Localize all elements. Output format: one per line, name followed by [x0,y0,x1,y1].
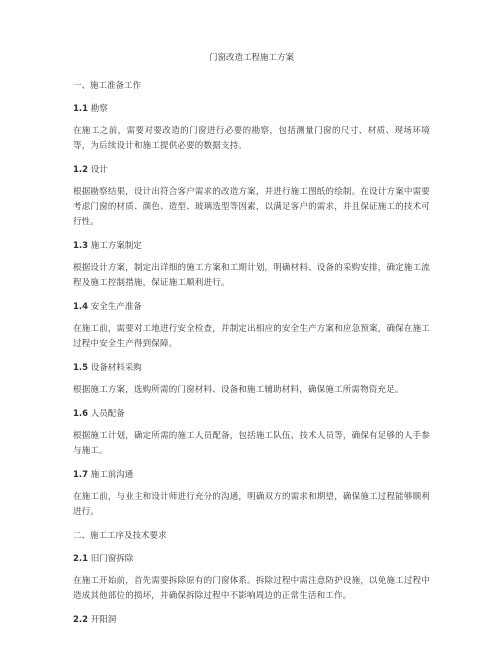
subsection-title: 设备材料采购 [90,363,142,373]
subsection-heading-2-1 [73,553,430,565]
subsection-heading-1-6 [73,408,430,420]
paragraph-1-1: 在施工之前，需要对要改造的门窗进行必要的勘察，包括测量门窗的尺寸、材质、现场环境等，为后续设计和施工提供必要的数据支持。 [73,126,430,151]
subsection-number: 2.1 [73,554,89,564]
subsection-heading-1-1 [73,103,430,115]
subsection-heading-2-2 [73,614,430,626]
subsection-title: 安全生产准备 [90,302,142,312]
subsection-number: 1.3 [73,241,89,251]
section-heading-2: 二、施工工序及技术要求 [73,531,167,541]
paragraph-1-5: 根据施工方案，选购所需的门窗材料、设备和施工辅助材料，确保施工所需物资充足。 [73,385,404,395]
subsection-title: 施工方案制定 [90,241,142,251]
subsection-number: 2.2 [73,615,89,625]
subsection-title: 勘察 [90,104,108,114]
paragraph-1-4: 在施工前，需要对工地进行安全检查，并制定出相应的安全生产方案和应急预案，确保在施工过程中安全生产得到保障。 [73,324,430,349]
subsection-heading-1-2 [73,164,430,176]
subsection-heading-1-5 [73,362,430,374]
subsection-number: 1.6 [73,409,89,419]
subsection-title: 开阳洞 [90,615,117,625]
subsection-number: 1.1 [73,104,89,114]
subsection-title: 旧门窗拆除 [90,554,134,564]
paragraph-1-3: 根据设计方案，制定出详细的施工方案和工期计划，明确材料、设备的采购安排，确定施工流程及施工控制措施，保证施工顺利进行。 [73,263,430,288]
subsection-number: 1.4 [73,302,89,312]
page-title: 门窗改造工程施工方案 [208,53,294,63]
subsection-number: 1.2 [73,165,89,175]
section-heading-1: 一、施工准备工作 [73,81,142,91]
paragraph-1-6: 根据施工计划，确定所需的施工人员配备，包括施工队伍、技术人员等，确保有足够的人手参与施工。 [73,431,430,456]
subsection-heading-1-4 [73,301,430,313]
subsection-number: 1.7 [73,470,89,480]
paragraph-2-1: 在施工开始前，首先需要拆除原有的门窗体系。拆除过程中需注意防护设施，以免施工过程中造成其他部位的损坏，并确保拆除过程中不影响周边的正常生活和工作。 [73,576,430,601]
subsection-title: 施工前沟通 [90,470,134,480]
subsection-title: 设计 [90,165,108,175]
paragraph-1-2: 根据勘察结果，设计出符合客户需求的改造方案，并进行施工图纸的绘制。在设计方案中需要考虑门窗的材质、颜色、造型、玻璃选型等因素，以满足客户的需求，并且保证施工的技术可行性。 [73,187,430,227]
subsection-heading-1-3 [73,240,430,252]
subsection-title: 人员配备 [90,409,125,419]
subsection-number: 1.5 [73,363,89,373]
paragraph-1-7: 在施工前，与业主和设计师进行充分的沟通，明确双方的需求和期望，确保施工过程能够顺利进行。 [73,492,430,517]
subsection-heading-1-7 [73,469,430,481]
